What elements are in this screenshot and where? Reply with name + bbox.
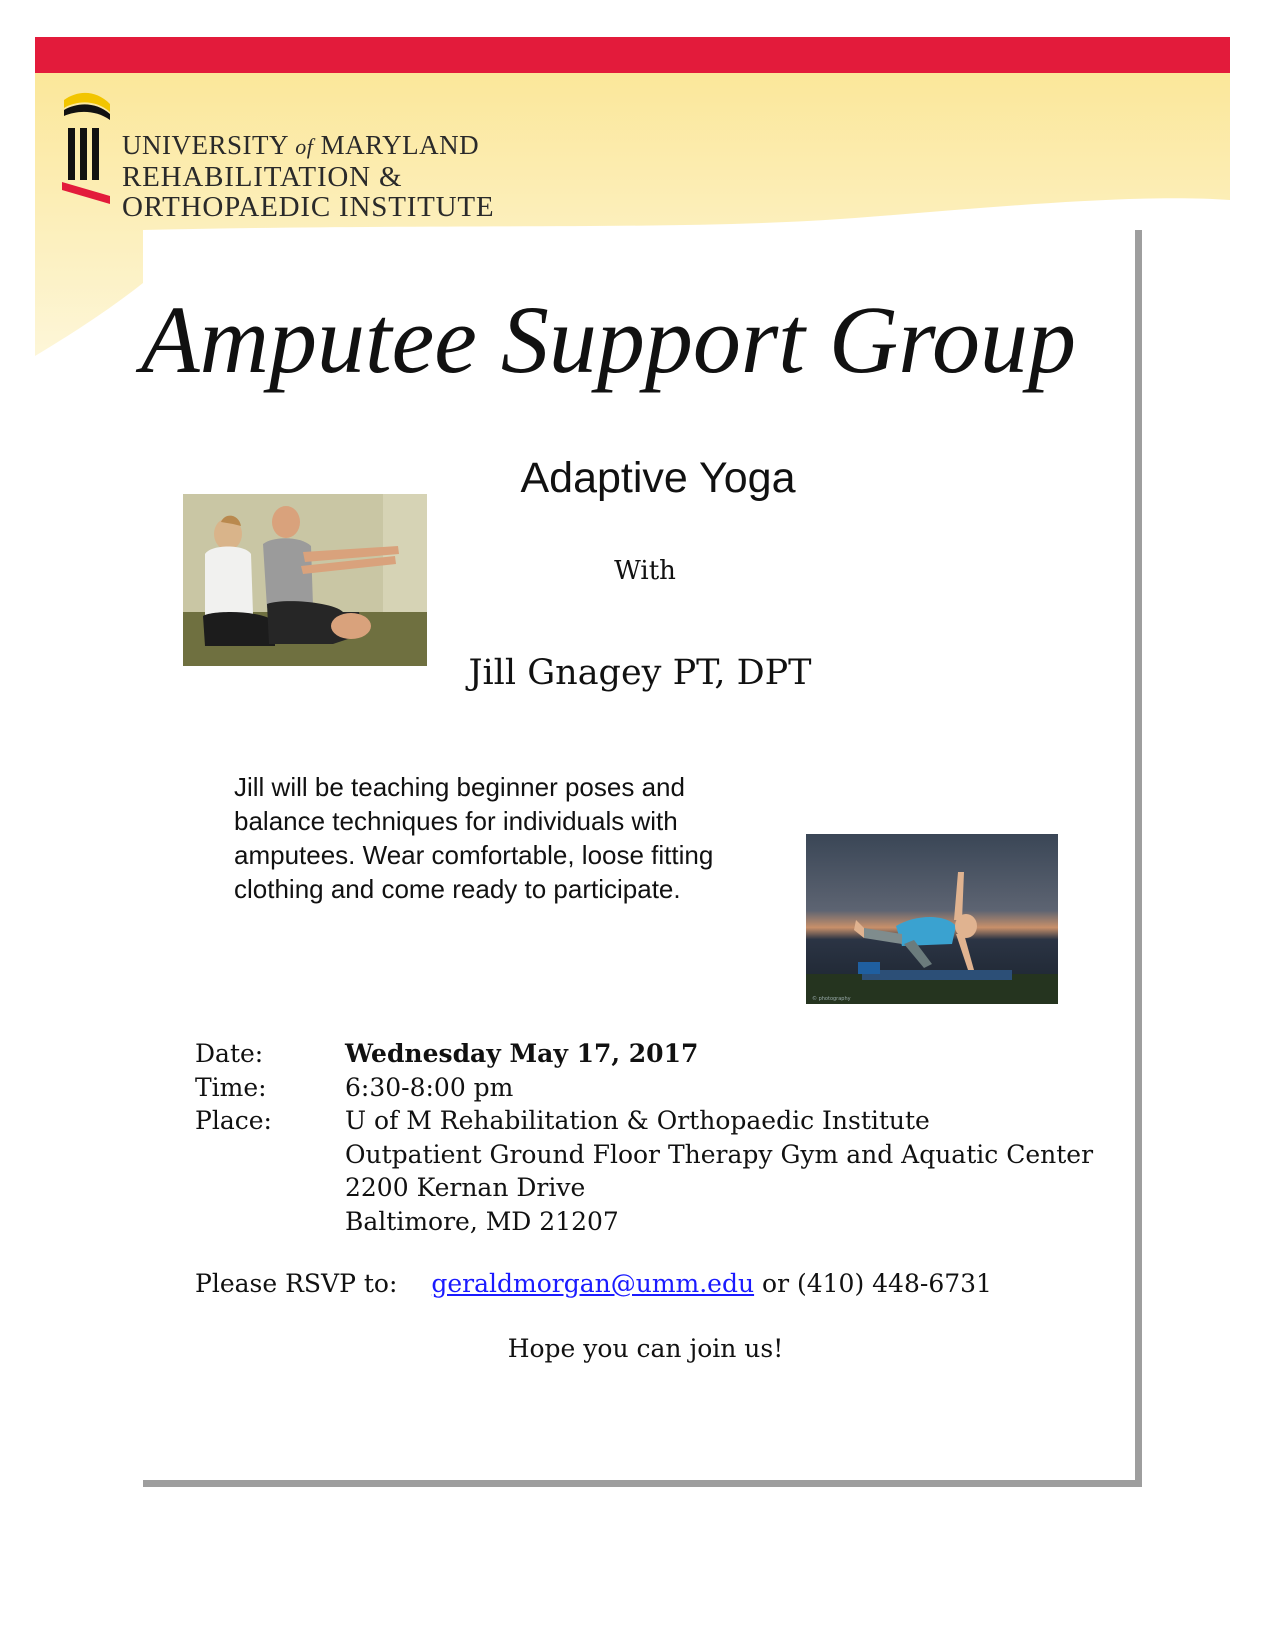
time-label: Time: (195, 1072, 267, 1102)
svg-text:© photography: © photography (812, 996, 851, 1002)
flyer-subtitle: Adaptive Yoga (520, 454, 796, 502)
place-line: Outpatient Ground Floor Therapy Gym and Aquatic Center (345, 1139, 1094, 1169)
header-red-bar (35, 37, 1230, 73)
rsvp-label: Please RSVP to: (195, 1269, 398, 1298)
instructor-name: Jill Gnagey PT, DPT (468, 653, 812, 693)
date-label: Date: (195, 1039, 264, 1068)
rsvp-email-link[interactable]: geraldmorgan@umm.edu (431, 1269, 755, 1298)
side-plank-yoga-photo (806, 834, 1058, 1004)
event-description: Jill will be teaching beginner poses and balance techniques for individuals with amputees. Wear comfortable, loose fitting clothing and come ready to participate. (234, 772, 714, 904)
closing-message: Hope you can join us! (507, 1334, 784, 1363)
university-column-logo-icon (58, 86, 118, 206)
rsvp-phone: or (410) 448-6731 (762, 1269, 992, 1298)
logo-line-rehabilitation: REHABILITATION & (122, 161, 403, 193)
rsvp-line (195, 1269, 992, 1298)
institution-logo-text (122, 130, 494, 222)
place-line: U of M Rehabilitation & Orthopaedic Institute (345, 1106, 930, 1135)
flyer-title: Amputee Support Group (140, 286, 1076, 393)
with-label: With (614, 556, 676, 586)
date-value: Wednesday May 17, 2017 (345, 1039, 699, 1068)
logo-line-university: UNIVERSITY of MARYLAND (122, 130, 480, 160)
place-line: 2200 Kernan Drive (345, 1173, 586, 1202)
place-label: Place: (195, 1106, 272, 1135)
place-line: Baltimore, MD 21207 (345, 1206, 619, 1236)
logo-line-orthopaedic: ORTHOPAEDIC INSTITUTE (122, 191, 495, 223)
time-value: 6:30-8:00 pm (345, 1072, 514, 1102)
seated-yoga-photo (183, 494, 427, 666)
